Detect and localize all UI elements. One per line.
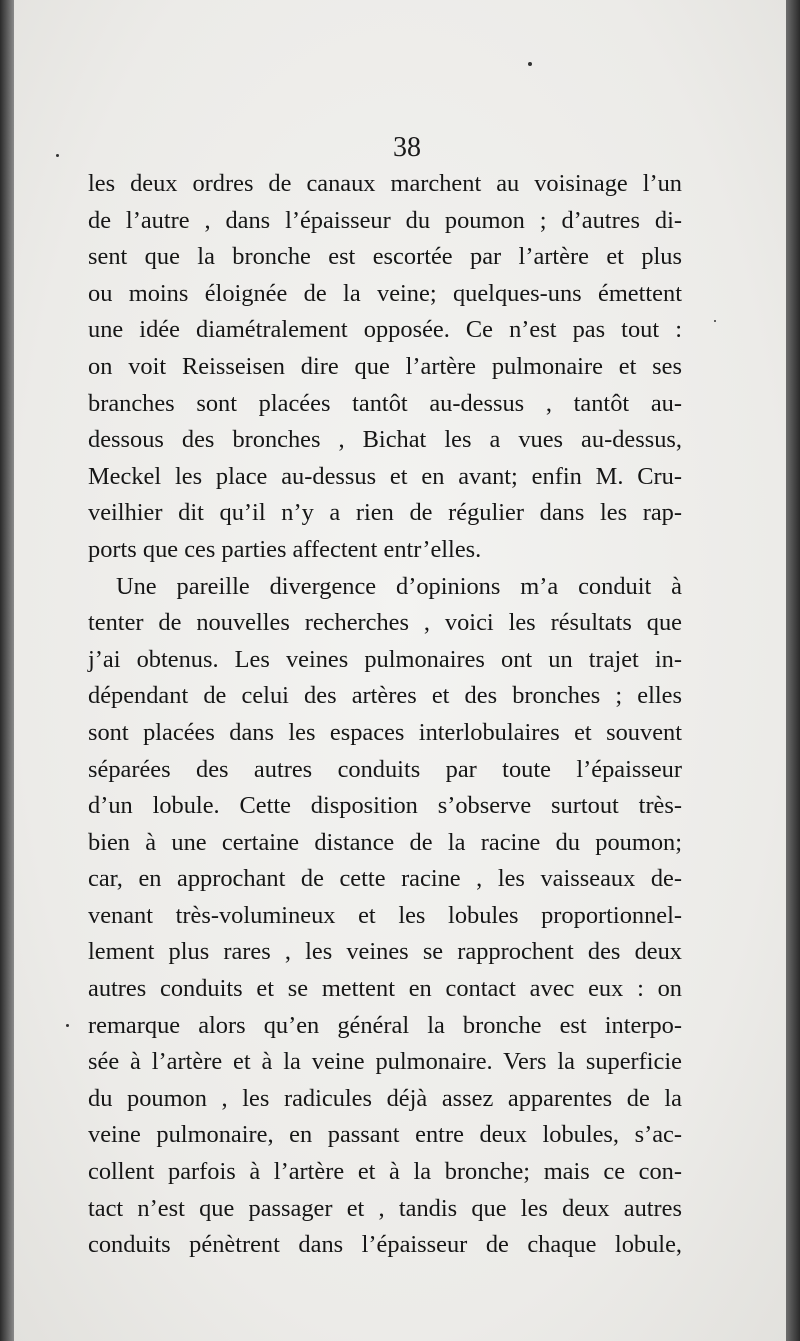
text-line: car, en approchant de cette racine , les vaisseaux de- bbox=[88, 865, 682, 893]
text-line: branches sont placées tantôt au-dessus , tantôt au- bbox=[88, 389, 682, 417]
ink-speck bbox=[714, 320, 716, 322]
ink-speck bbox=[528, 62, 532, 66]
text-line: veine pulmonaire, en passant entre deux lobules, s’ac- bbox=[88, 1121, 682, 1149]
text-line: ou moins éloignée de la veine; quelques-uns émettent bbox=[88, 279, 682, 307]
text-line: sée à l’artère et à la veine pulmonaire. Vers la superficie bbox=[88, 1048, 682, 1076]
text-line: une idée diamétralement opposée. Ce n’est pas tout : bbox=[88, 316, 682, 344]
text-line: conduits pénètrent dans l’épaisseur de chaque lobule, bbox=[88, 1231, 682, 1259]
text-line: veilhier dit qu’il n’y a rien de régulier dans les rap- bbox=[88, 499, 682, 527]
text-line: remarque alors qu’en général la bronche est interpo- bbox=[88, 1011, 682, 1039]
text-line: de l’autre , dans l’épaisseur du poumon ; d’autres di- bbox=[88, 206, 682, 234]
text-line: autres conduits et se mettent en contact avec eux : on bbox=[88, 975, 682, 1003]
text-line: les deux ordres de canaux marchent au voisinage l’un bbox=[88, 170, 682, 197]
text-line: collent parfois à l’artère et à la bronche; mais ce con- bbox=[88, 1158, 682, 1186]
ink-speck bbox=[56, 154, 59, 157]
right-page-edge bbox=[786, 0, 800, 1341]
text-line: dessous des bronches , Bichat les a vues au-dessus, bbox=[88, 426, 682, 454]
ink-speck bbox=[66, 1024, 69, 1027]
text-line: du poumon , les radicules déjà assez apparentes de la bbox=[88, 1084, 682, 1112]
text-line: j’ai obtenus. Les veines pulmonaires ont un trajet in- bbox=[88, 645, 682, 673]
text-line: Meckel les place au-dessus et en avant; enfin M. Cru- bbox=[88, 462, 682, 490]
text-line: d’un lobule. Cette disposition s’observe surtout très- bbox=[88, 792, 682, 820]
page-number: 38 bbox=[393, 132, 421, 163]
text-line: on voit Reisseisen dire que l’artère pulmonaire et ses bbox=[88, 352, 682, 380]
text-line: lement plus rares , les veines se rapprochent des deux bbox=[88, 938, 682, 966]
text-line: bien à une certaine distance de la racine du poumon; bbox=[88, 828, 682, 856]
text-line: séparées des autres conduits par toute l’épaisseur bbox=[88, 755, 682, 783]
text-line: tenter de nouvelles recherches , voici les résultats que bbox=[88, 609, 682, 637]
paragraph-start-line: Une pareille divergence d’opinions m’a conduit à bbox=[116, 572, 682, 600]
text-line: sent que la bronche est escortée par l’artère et plus bbox=[88, 243, 682, 271]
body-text bbox=[88, 166, 682, 1264]
paragraph-end-line: ports que ces parties affectent entr’elles. bbox=[88, 535, 482, 563]
book-page bbox=[14, 0, 786, 1341]
text-line: venant très-volumineux et les lobules proportionnel- bbox=[88, 901, 682, 929]
text-line: tact n’est que passager et , tandis que les deux autres bbox=[88, 1194, 682, 1222]
text-line: dépendant de celui des artères et des bronches ; elles bbox=[88, 682, 682, 710]
text-line: sont placées dans les espaces interlobulaires et souvent bbox=[88, 718, 682, 746]
left-page-edge bbox=[0, 0, 14, 1341]
